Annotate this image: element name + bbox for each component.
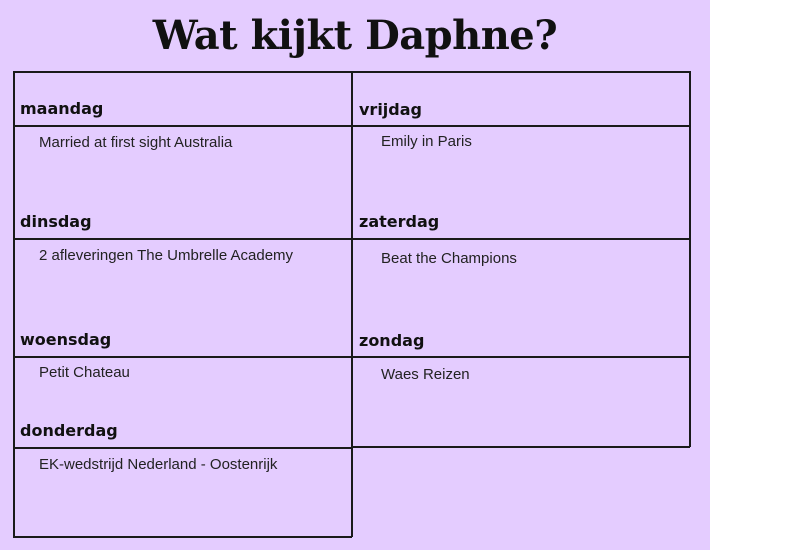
day-label-zondag: zondag (359, 331, 425, 350)
show-zaterdag: Beat the Champions (381, 250, 517, 267)
page-title: Wat kijkt Daphne? (152, 12, 558, 59)
table-left-border (13, 71, 15, 537)
show-donderdag: EK-wedstrijd Nederland - Oostenrijk (39, 456, 278, 473)
show-vrijdag: Emily in Paris (381, 133, 472, 150)
table-middle-divider (351, 71, 353, 537)
day-label-donderdag: donderdag (20, 421, 118, 440)
table-right-border (689, 71, 691, 447)
show-zondag: Waes Reizen (381, 366, 470, 383)
row-divider-3 (13, 356, 690, 358)
row-divider-4-right (351, 446, 690, 448)
row-divider-2 (13, 238, 690, 240)
row-divider-4-left (13, 447, 352, 449)
show-maandag: Married at first sight Australia (39, 134, 233, 151)
day-label-woensdag: woensdag (20, 330, 112, 349)
show-woensdag: Petit Chateau (39, 364, 130, 381)
table-bottom-border (13, 536, 352, 538)
day-label-vrijdag: vrijdag (359, 100, 422, 119)
day-label-dinsdag: dinsdag (20, 212, 92, 231)
row-divider-1 (13, 125, 690, 127)
show-dinsdag: 2 afleveringen The Umbrelle Academy (39, 247, 294, 264)
day-label-zaterdag: zaterdag (359, 212, 440, 231)
day-label-maandag: maandag (20, 99, 104, 118)
